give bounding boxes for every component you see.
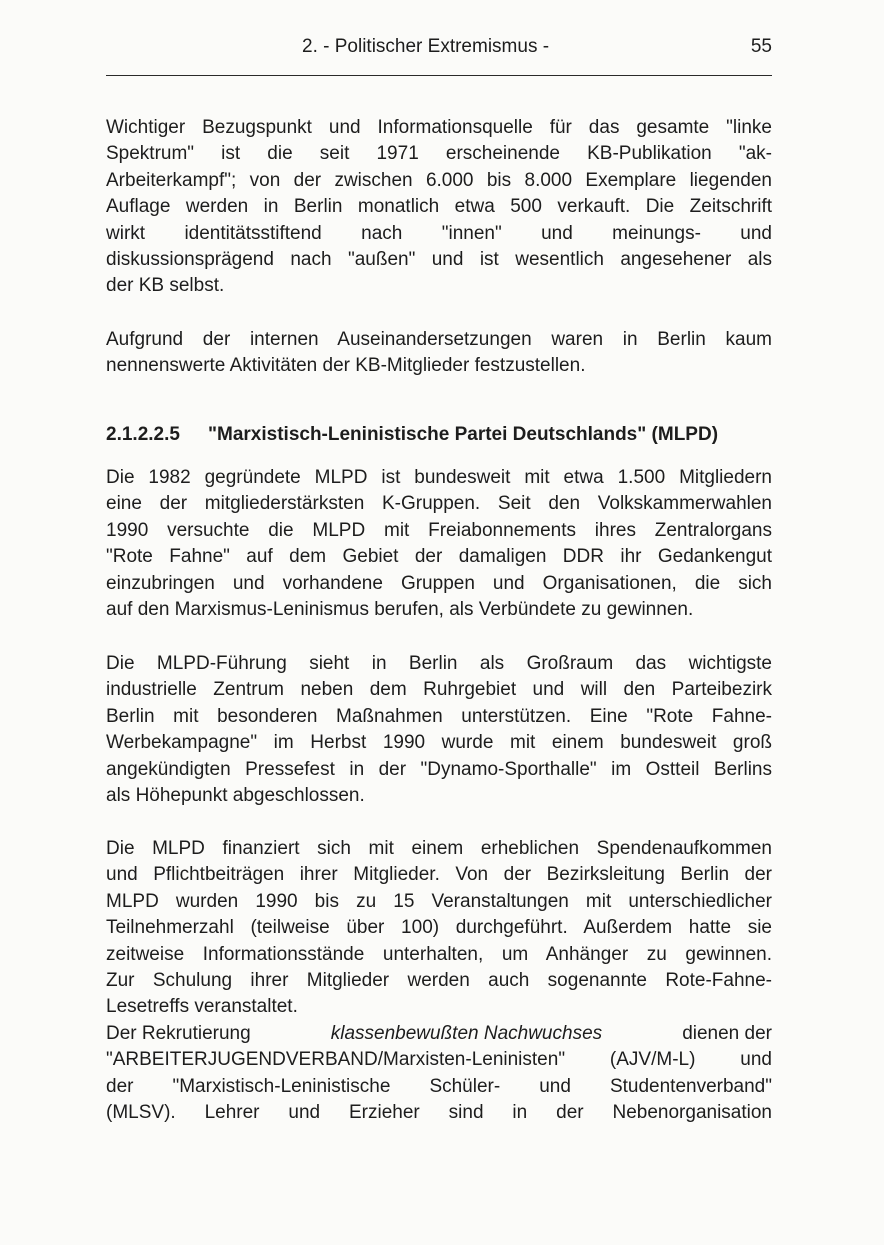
- text-line: "Rote Fahne" auf dem Gebiet der damaligen DDR ihr Gedankengut: [106, 546, 772, 568]
- text-line: Arbeiterkampf"; von der zwischen 6.000 bis 8.000 Exemplare liegenden: [106, 169, 772, 191]
- text-line: MLPD wurden 1990 bis zu 15 Veranstaltungen mit unterschiedlicher: [106, 890, 772, 912]
- text-line: Spektrum" ist die seit 1971 erscheinende KB-Publikation "ak-: [106, 143, 772, 165]
- text-line: 1990 versuchte die MLPD mit Freiabonnements ihres Zentralorgans: [106, 519, 772, 541]
- text-line: der "Marxistisch-Leninistische Schüler- und Studentenverband": [106, 1075, 772, 1097]
- paragraph-mlpd-founding: [106, 465, 772, 623]
- text-line: Zur Schulung ihrer Mitglieder werden auch sogenannte Rote-Fahne-: [106, 970, 772, 992]
- text-line: auf den Marxismus-Leninismus berufen, als Verbündete zu gewinnen.: [106, 599, 694, 621]
- text-line: industrielle Zentrum neben dem Ruhrgebiet und will den Parteibezirk: [106, 679, 772, 701]
- text-line: Werbekampagne" im Herbst 1990 wurde mit einem bundesweit groß: [106, 732, 772, 754]
- emphasized-text: klassenbewußten Nachwuchses: [330, 1023, 603, 1044]
- text-line-with-emphasis: [106, 1021, 772, 1047]
- section-title: "Marxistisch-Leninistische Partei Deutschlands" (MLPD): [208, 424, 719, 445]
- paragraph-kb-activities: [106, 327, 772, 380]
- text-line: Auflage werden in Berlin monatlich etwa 500 verkauft. Die Zeitschrift: [106, 196, 772, 218]
- text-line: wirkt identitätsstiftend nach "innen" und meinungs- und: [106, 222, 772, 244]
- text-line: "ARBEITERJUGENDVERBAND/Marxisten-Leninisten" (AJV/M-L) und: [106, 1049, 772, 1071]
- text-line: Teilnehmerzahl (teilweise über 100) durchgeführt. Außerdem hatte sie: [106, 917, 772, 939]
- text-line: der KB selbst.: [106, 275, 225, 297]
- paragraph-mlpd-finance: [106, 836, 772, 1021]
- text-line: eine der mitgliederstärksten K-Gruppen. Seit den Volkskammerwahlen: [106, 493, 772, 515]
- section-heading: [106, 424, 772, 446]
- text-line: Lesetreffs veranstaltet.: [106, 996, 298, 1018]
- page-header: [106, 36, 772, 62]
- text-line: zeitweise Informationsstände unterhalten, um Anhänger zu gewinnen.: [106, 943, 772, 965]
- paragraph-mlpd-berlin: [106, 651, 772, 809]
- text-line: Berlin mit besonderen Maßnahmen unterstützen. Eine "Rote Fahne-: [106, 705, 772, 727]
- text-line: (MLSV). Lehrer und Erzieher sind in der Nebenorganisation: [106, 1102, 772, 1124]
- text-line: Die MLPD finanziert sich mit einem erheblichen Spendenaufkommen: [106, 838, 772, 859]
- text-line: einzubringen und vorhandene Gruppen und Organisationen, die sich: [106, 572, 772, 594]
- text-line: diskussionsprägend nach "außen" und ist wesentlich angesehener als: [106, 249, 772, 271]
- text-line: Die MLPD-Führung sieht in Berlin als Großraum das wichtigste: [106, 653, 772, 674]
- text-line: Die 1982 gegründete MLPD ist bundesweit mit etwa 1.500 Mitgliedern: [106, 467, 772, 488]
- section-number: 2.1.2.2.5: [106, 424, 180, 445]
- page-number: 55: [750, 36, 772, 57]
- text-line: angekündigten Pressefest in der "Dynamo-Sporthalle" im Ostteil Berlins: [106, 758, 772, 780]
- running-title: 2. - Politischer Extremismus -: [302, 36, 550, 57]
- text-line: Aufgrund der internen Auseinandersetzungen waren in Berlin kaum: [106, 329, 772, 350]
- text-segment: Der Rekrutierung: [106, 1023, 251, 1044]
- text-line: und Pflichtbeiträgen ihrer Mitglieder. Von der Bezirksleitung Berlin der: [106, 864, 772, 886]
- text-line: als Höhepunkt abgeschlossen.: [106, 785, 365, 807]
- text-line: Wichtiger Bezugspunkt und Informationsquelle für das gesamte "linke: [106, 117, 772, 138]
- text-segment: dienen der: [682, 1023, 772, 1044]
- text-line: nennenswerte Aktivitäten der KB-Mitglieder festzustellen.: [106, 355, 586, 377]
- paragraph-mlpd-youth: [106, 1021, 772, 1127]
- paragraph-kb-publication: [106, 115, 772, 300]
- header-rule: [106, 75, 772, 76]
